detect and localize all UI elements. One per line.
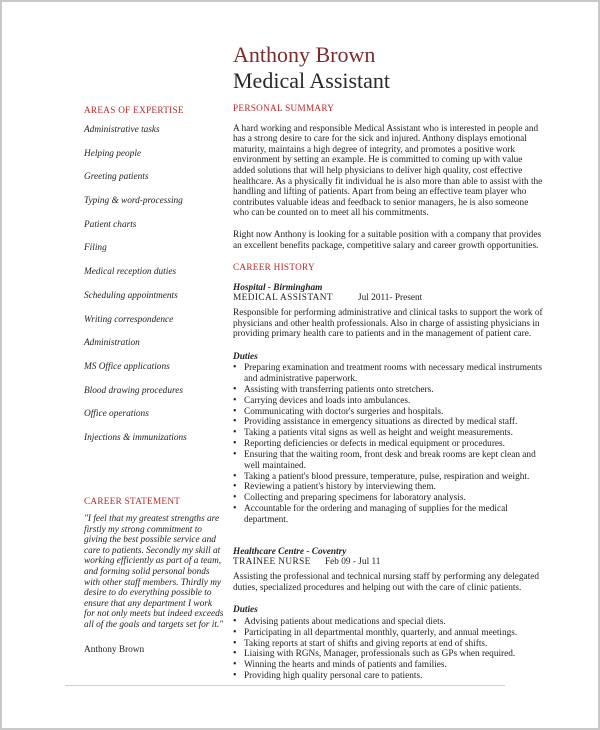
duties-list [233, 363, 545, 525]
expertise-heading: AREAS OF EXPERTISE [84, 105, 184, 115]
expertise-item: Writing correspondence [84, 314, 174, 325]
career-statement-section [84, 496, 224, 655]
duty-item: • Carrying devices and loads into ambulances. [233, 396, 545, 407]
duty-item: • Reporting deficiencies or defects in medical equipment or procedures. [233, 439, 545, 450]
duty-item: • Ensuring that the waiting room, front desk and break rooms are kept clean and well maintained. [233, 450, 545, 471]
career-statement-quote: "I feel that my greatest strengths are firstly my strong commitment to giving the best possible service and care to patients. Secondly my skill at working efficiently as part of a team, and forming solid personal bonds with other staff members. Thirdly my desire to do everything possible to ensure that any department I work for not only meets but indeed exceeds all of the goals and targets set for it." [84, 514, 224, 630]
expertise-item: Patient charts [84, 219, 137, 230]
duty-item: • Taking a patient's blood pressure, temperature, pulse, respiration and weight. [233, 472, 545, 483]
job-description: Responsible for performing administrative and clinical tasks to support the work of physicians and other health professionals. Also in charge of assisting physicians in providing primary health care to patients and in the management of patient care. [233, 307, 543, 340]
duty-item: • Taking reports at start of shifts and giving reports at end of shifts. [233, 639, 545, 650]
expertise-item: Office operations [84, 409, 149, 420]
page-cutoff-mask [4, 686, 596, 730]
job-employer: Healthcare Centre - Coventry [233, 546, 347, 557]
expertise-item: Administration [84, 338, 140, 349]
expertise-item: Greeting patients [84, 172, 149, 183]
duty-item: • Advising patients about medications and special diets. [233, 617, 545, 628]
expertise-section [84, 105, 224, 456]
job-entry [233, 547, 545, 682]
job-role-line [233, 557, 545, 568]
expertise-list [84, 124, 224, 456]
duty-item: • Liaising with RGNs, Manager, professionals such as GPs when required. [233, 649, 545, 660]
candidate-name: Anthony Brown [233, 42, 376, 67]
duties-list [233, 617, 545, 682]
job-role-line [233, 293, 545, 304]
personal-summary-heading: PERSONAL SUMMARY [233, 103, 335, 113]
main-column [233, 103, 545, 682]
candidate-title: Medical Assistant [233, 68, 391, 93]
expertise-item: Filing [84, 243, 107, 254]
job-employer: Hospital - Birmingham [233, 282, 323, 293]
duties-label: Duties [233, 605, 258, 616]
career-history-heading: CAREER HISTORY [233, 262, 315, 273]
duty-item: • Communicating with doctor's surgeries and hospitals. [233, 407, 545, 418]
job-entry [233, 283, 545, 526]
duty-item: • Collecting and preparing specimens for laboratory analysis. [233, 493, 545, 504]
duty-item: • Accountable for the ordering and managing of supplies for the medical department. [233, 504, 545, 525]
duty-item: • Providing high quality personal care to patients. [233, 671, 545, 682]
job-dates: Feb 09 - Jul 11 [325, 557, 381, 568]
page-break-divider [65, 685, 505, 686]
summary-paragraph: A hard working and responsible Medical Assistant who is interested in people and has a strong desire to care for the sick and injured. Anthony displays emotional maturity, maintains a high degree of integrity, and promotes a positive work environment by setting an example. He is committed to coming up with value added solutions that will help physicians to deliver high quality, cost effective healthcare. As a physically fit individual he is also more than able to assist with the handling and lifting of patients. Apart from being an effective team player who contributes valuable ideas and feedback to senior managers, he is also someone who can be counted on to meet all his commitments. [233, 123, 543, 219]
expertise-item: MS Office applications [84, 361, 170, 372]
duty-item: • Preparing examination and treatment rooms with necessary medical instruments and administrative paperwork. [233, 363, 545, 384]
job-dates: Jul 2011- Present [358, 293, 423, 304]
duty-item: • Reviewing a patient's history by interviewing them. [233, 482, 545, 493]
duties-label: Duties [233, 351, 258, 362]
job-description: Assisting the professional and technical nursing staff by performing any delegated duties, specialized procedures and helping out with the care of clinic patients. [233, 571, 540, 593]
expertise-item: Typing & word-processing [84, 196, 183, 207]
duty-item: • Assisting with transferring patients onto stretchers. [233, 385, 545, 396]
career-statement-heading: CAREER STATEMENT [84, 496, 181, 506]
job-role: MEDICAL ASSISTANT [233, 293, 333, 304]
expertise-item: Helping people [84, 148, 142, 159]
duty-item: • Winning the hearts and minds of patients and families. [233, 660, 545, 671]
duty-item: • Participating in all departmental monthly, quarterly, and annual meetings. [233, 628, 545, 639]
expertise-item: Blood drawing procedures [84, 385, 183, 396]
signature: Anthony Brown [84, 644, 145, 655]
job-role: TRAINEE NURSE [233, 557, 311, 568]
summary-paragraph: Right now Anthony is looking for a suitable position with a company that provides an excellent benefits package, competitive salary and career growth opportunities. [233, 229, 542, 251]
duty-item: • Providing assistance in emergency situations as directed by medical staff. [233, 417, 545, 428]
expertise-item: Medical reception duties [84, 267, 177, 278]
expertise-item: Scheduling appointments [84, 290, 178, 301]
expertise-item: Injections & immunizations [84, 432, 187, 443]
duty-item: • Taking a patients vital signs as well as height and weight measurements. [233, 428, 545, 439]
expertise-item: Administrative tasks [84, 125, 160, 135]
